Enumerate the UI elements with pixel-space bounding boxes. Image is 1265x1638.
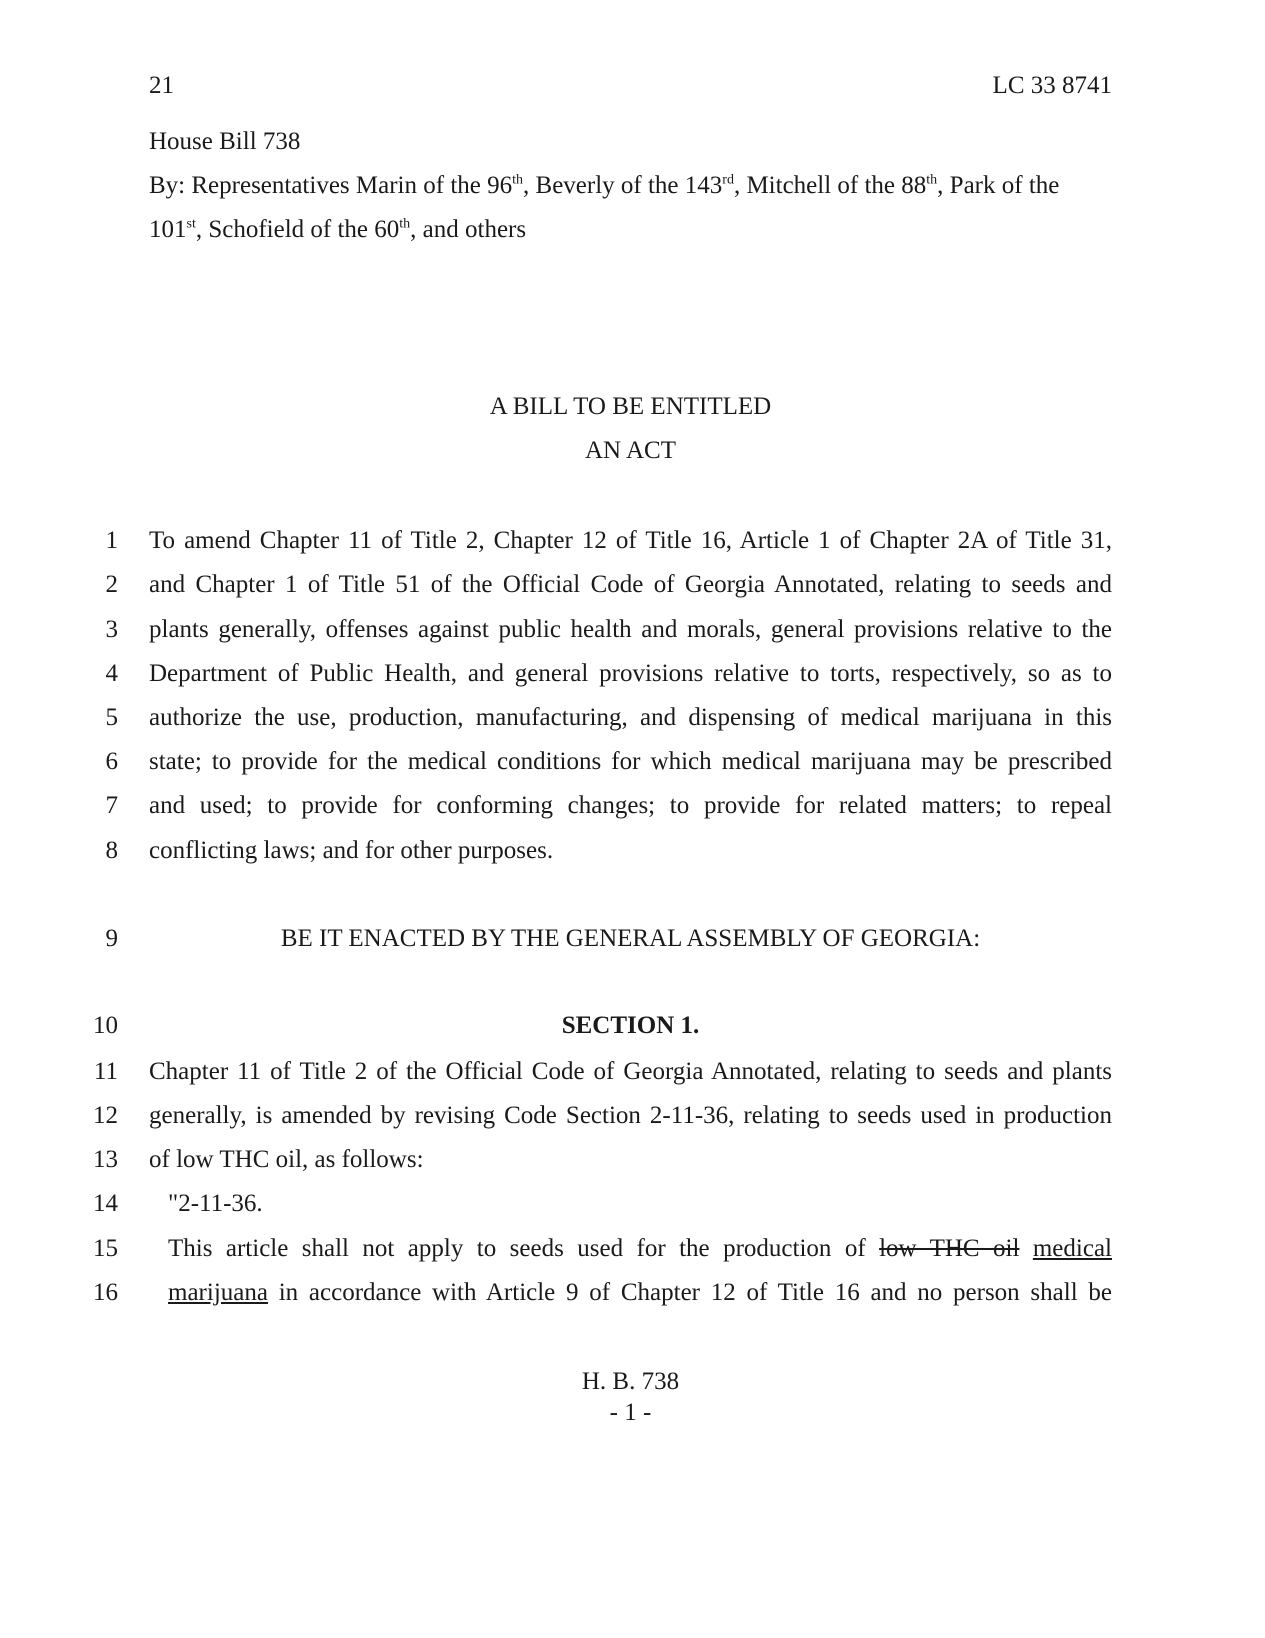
sponsors-line-2: 101st, Schofield of the 60th, and others	[149, 216, 527, 243]
line-number: 2	[105, 571, 118, 598]
enacting-clause: BE IT ENACTED BY THE GENERAL ASSEMBLY OF GEORGIA:	[280, 925, 981, 952]
line-number: 13	[93, 1146, 118, 1173]
bill-text-line: To amend Chapter 11 of Title 2, Chapter 12 of Title 16, Article 1 of Chapter 2A of Title 31,	[149, 527, 1112, 554]
code-section-heading: "2-11-36.	[168, 1190, 263, 1217]
struck-text: low THC oil	[879, 1235, 1020, 1262]
bill-name: House Bill 738	[149, 128, 301, 155]
line-number: 12	[93, 1102, 118, 1129]
line-number: 6	[105, 748, 118, 775]
section-heading: SECTION 1.	[561, 1012, 700, 1039]
sponsors-line-1: By: Representatives Marin of the 96th, Beverly of the 143rd, Mitchell of the 88th, Park of the	[149, 172, 1060, 199]
act-title: AN ACT	[585, 437, 676, 464]
inserted-text: marijuana	[168, 1279, 268, 1306]
page-reference: 21	[149, 72, 174, 99]
line-number: 4	[105, 660, 118, 687]
bill-text-line: conflicting laws; and for other purposes.	[149, 837, 554, 864]
line-number: 1	[105, 527, 118, 554]
bill-text-line: plants generally, offenses against public health and morals, general provisions relative to the	[149, 616, 1112, 643]
line-number: 16	[93, 1279, 118, 1306]
bill-text-line: of low THC oil, as follows:	[149, 1146, 424, 1173]
bill-text-line: marijuana in accordance with Article 9 of Chapter 12 of Title 16 and no person shall be	[168, 1279, 1112, 1306]
line-number: 11	[93, 1058, 118, 1085]
line-number: 10	[93, 1012, 118, 1039]
line-number: 14	[93, 1190, 118, 1217]
line-number: 5	[105, 704, 118, 731]
line-number: 3	[105, 616, 118, 643]
bill-text-line: Department of Public Health, and general provisions relative to torts, respectively, so as to	[149, 660, 1112, 687]
lc-code: LC 33 8741	[992, 72, 1112, 99]
line-number: 8	[105, 837, 118, 864]
bill-text-line: generally, is amended by revising Code Section 2-11-36, relating to seeds used in production	[149, 1102, 1112, 1129]
inserted-text: medical	[1032, 1235, 1112, 1262]
bill-text-line: authorize the use, production, manufacturing, and dispensing of medical marijuana in this	[149, 704, 1112, 731]
line-number: 15	[93, 1235, 118, 1262]
line-number: 9	[105, 925, 118, 952]
bill-text-line: and Chapter 1 of Title 51 of the Official Code of Georgia Annotated, relating to seeds and	[149, 571, 1112, 598]
line-number: 7	[105, 792, 118, 819]
footer-bill-reference: H. B. 738	[581, 1368, 680, 1395]
bill-text-line: state; to provide for the medical conditions for which medical marijuana may be prescribed	[149, 748, 1112, 775]
bill-text-line: This article shall not apply to seeds used for the production of low THC oil medical	[168, 1235, 1112, 1262]
bill-title: A BILL TO BE ENTITLED	[489, 393, 772, 420]
footer-page-number: - 1 -	[609, 1399, 652, 1426]
bill-text-line: and used; to provide for conforming changes; to provide for related matters; to repeal	[149, 792, 1112, 819]
bill-text-line: Chapter 11 of Title 2 of the Official Code of Georgia Annotated, relating to seeds and plants	[149, 1058, 1112, 1085]
